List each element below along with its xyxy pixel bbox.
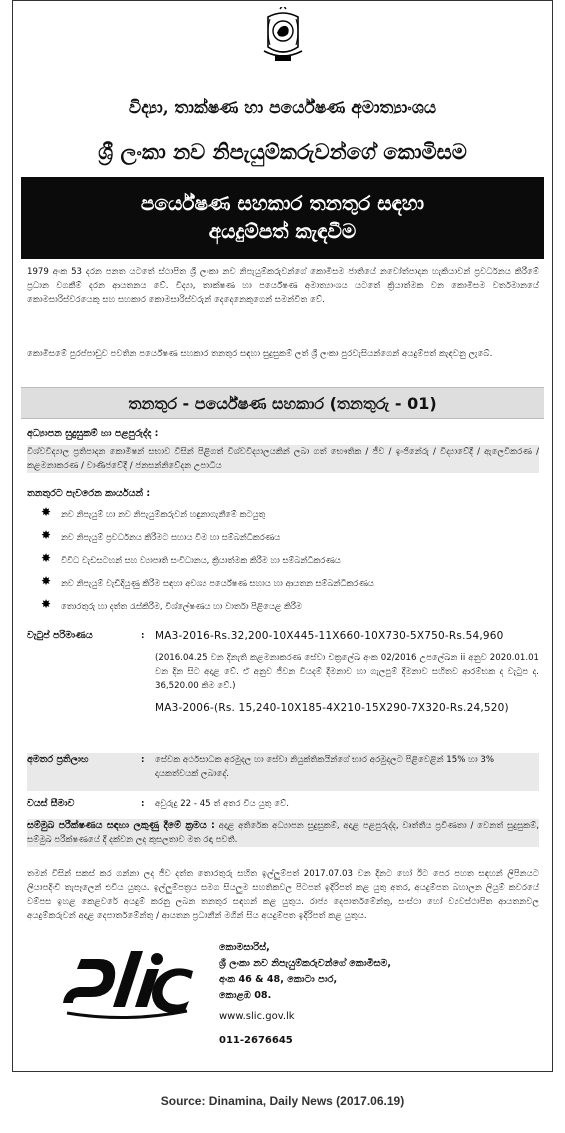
duty-text: නව නිපැයුම් වැඩිදියුණු කිරීම සඳහා අවශ්‍ය පර්යේෂණ සහාය හා ආයතන සම්බන්ධීකරණය [61, 578, 374, 588]
qualifications-heading: අධ්‍යාපන සුදුසුකම් හා පළපුරුද්ද : [27, 428, 159, 439]
salary-values [155, 629, 539, 715]
star-bullet-icon: ✸ [41, 574, 52, 588]
contact-address [219, 940, 539, 1004]
phone-number: 011-2676645 [219, 1035, 293, 1046]
address-line: ශ්‍රී ලංකා නව නිපැයුම්කරුවන්ගේ කොමිසම, [219, 958, 392, 969]
address-line: අංක 46 & 48, කොටා පාර, [219, 974, 338, 985]
source-caption: Source: Dinamina, Daily News (2017.06.19) [160, 1094, 405, 1108]
website-link[interactable]: www.slic.gov.lk [219, 1011, 295, 1022]
commission-name: ශ්‍රී ලංකා නව නිපැයුම්කරුවන්ගේ කොමිසම [98, 139, 467, 164]
post-title: තනතුර - පර්යේෂණ සහකාර (තනතුරු - 01) [21, 387, 544, 419]
selection-text: අදාළ අතිරේක අධ්‍යාපන සුදුසුකම්, අදාළ පළපුරුද්ද, වෘත්තීය ප්‍රවීණතා / වෙනත් සුදුසුකම්, සම්මුඛ පරීක්ෂණයේ දී දක්වන ලද කුසලතාව මත රඳා පවතී. [27, 821, 540, 845]
qualifications-text: විශ්වවිද්‍යාල ප්‍රතිපාදන කොමිෂන් සභාව විසින් පිළිගත් විශ්වවිද්‍යාලයකින් ලබා ගත් භෞතික / ජීව / ඉංජිනේරු / විද්‍යාවේදී / ඇලෙවිකරණ / කළමනාකරණ / වාණිජවේදී / ජනසන්නිවේදන උපාධිය [27, 447, 539, 471]
duties-list [27, 507, 539, 622]
selection-section [27, 819, 539, 847]
list-item [27, 599, 539, 622]
list-item [27, 507, 539, 530]
address-line: කොමසාරිස්, [219, 942, 270, 953]
star-bullet-icon: ✸ [41, 505, 52, 519]
age-colon: : [141, 799, 145, 809]
slic-logo-icon [57, 941, 197, 1021]
duty-text: නව නිපැයුම් හා නව නිපැයුම්කරුවන් හඳුනාගැනීමේ කටයුතු [61, 509, 266, 519]
age-section [27, 797, 539, 813]
intro-paragraph-1: 1979 අංක 53 දරන පනත යටතේ ස්ථාපිත ශ්‍රී ලංකා නව නිපැයුම්කරුවන්ගේ කොමිසම ජාතියේ නවෝත්පාදන හැකියාවන් ප්‍රවර්ධනය කිරීමේ ප්‍රධාන වගකීම් දරන ආයතනය වේ. විද්‍යා, තාක්ෂණ හා පර්යේෂණ අමාත්‍යාංශය යටතේ ක්‍රියාත්මක වන කොමිසම වර්තමානයේ කොමසාරිස්වරයෙකු සහ සහකාර කොමසාරිස්වරුන් දෙදෙනෙකුගෙන් සමන්විත වේ. [27, 267, 539, 305]
salary-section [27, 629, 539, 741]
ministry-name: විද්‍යා, තාක්ෂණ හා පර්යේෂණ අමාත්‍යාංශය [128, 98, 437, 118]
list-item [27, 553, 539, 576]
title-banner [21, 177, 544, 259]
benefits-section [27, 753, 539, 791]
salary-note: (2016.04.25 වන දිනැති කළමනාකරණ සේවා චක්‍රලේඛ අංක 02/2016 උපලේඛන ii අනුව 2020.01.01 වන දින සිට අදාළ වේ. ඒ අනුව ජීවන වියදම් දීමනාව හා ගැලපුම් දීමනාව සහිතව ආරම්භක ද වැටුප ද. 36,520.00 කිම වේ.) [155, 653, 539, 691]
list-item [27, 530, 539, 553]
salary-colon: : [141, 631, 145, 641]
age-label: වයස් සීමාව [27, 798, 75, 809]
duties-heading: තනතුරට පැවරෙන කාර්යයන් : [27, 488, 151, 499]
duty-text: තොරතුරු හා දත්ත රැස්කිරීම, විශ්ලේෂණය හා වාර්තා පිළියෙළ කිරීම [61, 601, 302, 611]
sri-lanka-emblem-icon [260, 7, 306, 67]
star-bullet-icon: ✸ [41, 528, 52, 542]
duty-text: විවිධ වැඩසටහන් සහ ව්‍යාපෘති සංවිධානය, ක්‍රියාත්මක කිරීම හා සම්බන්ධීකරණය [61, 555, 341, 565]
application-instructions: තමන් විසින් සකස් කර ගන්නා ලද ජීව දත්ත තොරතුරු සහිත ඉල්ලුම්පත් 2017.07.03 වන දිනට හෝ ඊට පෙර පහත සඳහන් ලිපිනයට ලියාපදිංචි තැපෑලෙන් එවිය යුතුය. ඉල්ලුම්පත්‍රය සමග සියලුම සහතිකවල පිටපත් ඉදිරිපත් කළ යුතු අතර, අයදුම්පත බහාලන ලියුම් කවරයේ වම්පස ඉහළ කෙළවරේ අයදුම් කරනු ලබන තනතුර සඳහන් කළ යුතුය. රාජ්‍ය දෙපාර්තමේන්තු, සංස්ථා හෝ ව්‍යවස්ථාපිත ආයතනවල අයදුම්කරුවන් අදාළ දෙපාර්තමේන්තු / ආයතන ප්‍රධානීන් මගින් සිය අයදුම්පත ඉදිරිපත් කළ යුතුය. [27, 869, 539, 921]
salary-scale-old: MA3-2006-(Rs. 15,240-10X185-4X210-15X290-7X320-Rs.24,520) [155, 702, 509, 714]
address-line: කොළඹ 08. [219, 990, 272, 1001]
benefits-colon: : [141, 755, 145, 765]
intro-paragraph-2: කොමිසමේ පුරප්පාඩුව පවතින පර්යේෂණ සහකාර තනතුර සඳහා සුදුසුකම් ලත් ශ්‍රී ලංකා පුරවැසියන්ගෙන් අයදුම්පත් කැඳවනු ලැබේ. [27, 349, 493, 359]
selection-label: සම්මුඛ පරීක්ෂණය සඳහා ලකුණු දීමේ ක්‍රමය : [27, 820, 215, 831]
salary-label: වැටුප් පරිමාණය [27, 630, 93, 641]
benefits-text: සේවක අර්ථසාධක අරමුදල හා සේවා නියුක්තිකයින්ගේ භාර අරමුදලට පිළිවෙළින් 15% හා 3% දායකත්වයක් ලබාදේ. [155, 755, 495, 779]
benefits-label: අමතර ප්‍රතිලාභ [27, 754, 89, 765]
star-bullet-icon: ✸ [41, 551, 52, 565]
star-bullet-icon: ✸ [41, 597, 52, 611]
newspaper-advertisement [12, 0, 553, 1072]
list-item [27, 576, 539, 599]
salary-scale-new: MA3-2016-Rs.32,200-10X445-11X660-10X730-5X750-Rs.54,960 [155, 630, 504, 642]
duty-text: නව නිපැයුම් ප්‍රවර්ධනය කිරීමට සහාය වීම හා සම්බන්ධීකරණය [61, 532, 281, 542]
title-line-2: අයදුම්පත් කැඳවීම [208, 219, 357, 243]
age-text: අවුරුදු 22 - 45 ත් අතර විය යුතු වේ. [155, 799, 290, 809]
title-line-1: පර්යේෂණ සහකාර තනතුර සඳහා [140, 191, 425, 215]
